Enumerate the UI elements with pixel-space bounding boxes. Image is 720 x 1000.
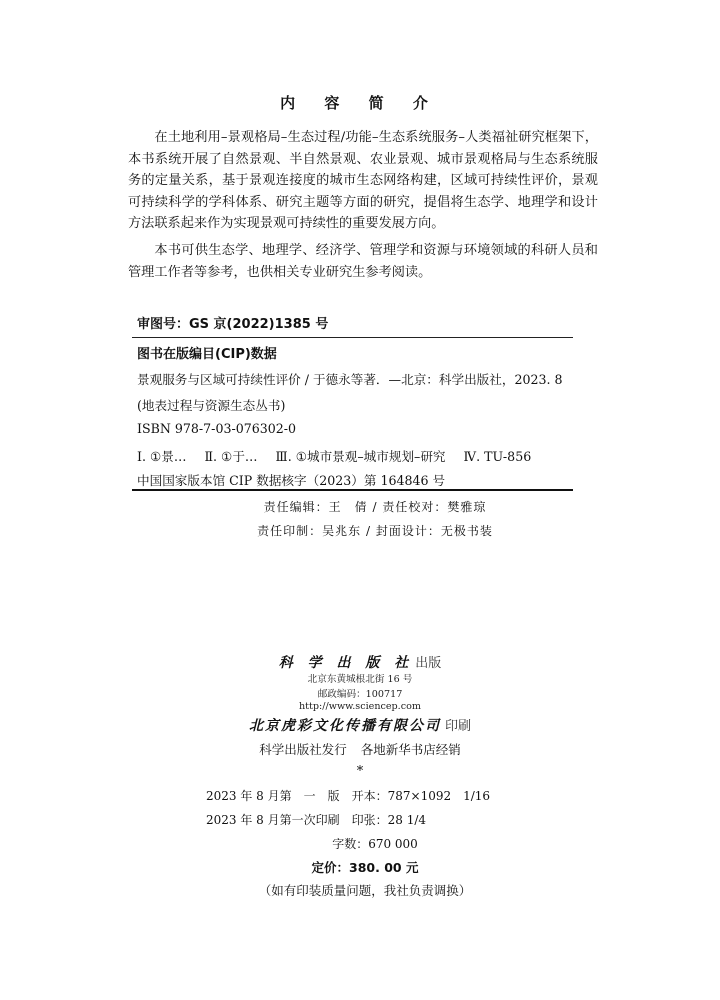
- cip-record-number: 中国国家版本馆 CIP 数据核字（2023）第 164846 号: [137, 473, 446, 488]
- cip-top-rule: [132, 337, 573, 338]
- editors-line-1: 责任编辑：王 倩 / 责任校对：樊雅琼: [263, 500, 487, 514]
- publisher-postcode: 邮政编码：100717: [317, 689, 403, 700]
- separator-star: *: [356, 764, 364, 779]
- summary-paragraph-1: [128, 127, 598, 235]
- edition-format-line: 2023 年 8 月第 一 版 开本：787×1092 1/16: [206, 789, 491, 803]
- printer-line: [0, 715, 720, 735]
- publisher-address: 北京东黄城根北街 16 号: [307, 674, 413, 685]
- publisher-url: http://www.sciencep.com: [299, 701, 421, 712]
- publisher-role: 出版: [415, 656, 442, 671]
- map-approval-number: 审图号：GS 京(2022)1385 号: [137, 317, 329, 332]
- price: 定价：380. 00 元: [311, 860, 419, 875]
- cip-heading: 图书在版编目(CIP)数据: [137, 347, 277, 362]
- publisher-line: [0, 652, 720, 672]
- publisher-name: 科 学 出 版 社: [278, 655, 414, 671]
- word-count: 字数：670 000: [332, 837, 418, 851]
- distribution-seller: 各地新华书店经销: [360, 742, 461, 757]
- cip-class-3: Ⅲ. ①城市景观–城市规划–研究: [275, 449, 446, 464]
- cip-title-line: 景观服务与区域可持续性评价 / 于德永等著．—北京：科学出版社，2023. 8: [137, 372, 563, 387]
- cip-class-1: Ⅰ. ①景…: [137, 449, 187, 464]
- printer-role: 印刷: [444, 719, 471, 734]
- cip-isbn-line: ISBN 978-7-03-076302-0: [137, 421, 297, 436]
- cip-series-line: (地表过程与资源生态丛书): [137, 398, 286, 413]
- summary-text-1: 在土地利用–景观格局–生态过程/功能–生态系统服务–人类福祉研究框架下，本书系统开展了自然景观、半自然景观、农业景观、城市景观格局与生态系统服务的定量关系，基于景观连接度的城市生态网络构建，区域可持续性评价，景观可持续科学的学科体系、研究主题等方面的研究，提倡将生态学、地理学和设计方法联系起来作为实现景观可持续性的重要发展方向。: [128, 130, 598, 232]
- printing-sheets-line: 2023 年 8 月第一次印刷 印张：28 1/4: [206, 813, 427, 827]
- printer-name: 北京虎彩文化传播有限公司: [248, 718, 441, 734]
- cip-class-2: Ⅱ. ①于…: [204, 449, 258, 464]
- distribution-issuer: 科学出版社发行: [259, 742, 347, 757]
- summary-paragraph-2: [128, 240, 598, 283]
- cip-bottom-rule: [132, 489, 573, 491]
- summary-text-2: 本书可供生态学、地理学、经济学、管理学和资源与环境领域的科研人员和管理工作者等参考，也供相关专业研究生参考阅读。: [128, 243, 598, 280]
- cip-class-4: Ⅳ. TU-856: [463, 449, 532, 464]
- distribution-line: [0, 740, 720, 758]
- cip-classification-line: [137, 446, 545, 465]
- editors-line-2: 责任印制：吴兆东 / 封面设计：无极书装: [257, 524, 493, 538]
- quality-note: （如有印装质量问题，我社负责调换）: [258, 883, 472, 898]
- page-title: 内 容 简 介: [280, 94, 440, 112]
